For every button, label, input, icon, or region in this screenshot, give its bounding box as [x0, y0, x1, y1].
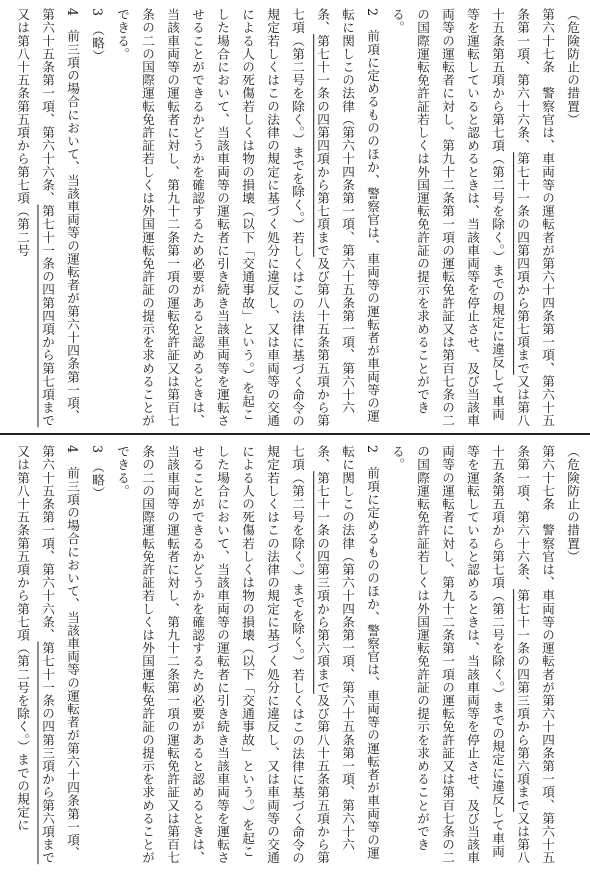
- paragraph-text: 警察官は、車両等の運転者が第六十四条第一項、第六十五条第一項、第六十六条、: [515, 445, 555, 865]
- paragraph-text: （略）: [90, 466, 105, 500]
- amended-phrase: 第七十一条の四第三項から第六項まで: [40, 641, 55, 865]
- amended-phrase: 第七十一条の四第四項から第七項まで: [515, 152, 530, 375]
- paragraph-text: 前項に定めるもののほか、警察官は、車両等の運転者が車両等の運転に関しこの法律（第六十四条第一項、第六十五条第一項、第六十六条、: [315, 445, 380, 860]
- amended-phrase: 第七十一条の四第四項から第七項まで: [315, 34, 330, 257]
- paragraph-1: [385, 445, 560, 865]
- article-number: 第六十七条: [540, 445, 555, 511]
- paragraph-number: 2: [365, 445, 380, 454]
- paragraph-number: 4: [65, 8, 80, 17]
- article-heading: （危険防止の措置）: [565, 8, 580, 126]
- section-divider: [0, 433, 590, 435]
- vertical-text-block: [10, 445, 580, 865]
- paragraph-number: 3: [90, 8, 105, 17]
- paragraph-text: 又は第八十五条第五項から第七項（第二号を除く。）までの規定に違反して車両等を運転していると認めるときは、当該車両等を停止させ、及び当該車両等の運転者に対し、第九十二条第一項の運転免許証又は第百七条の二の国際運転免許証若しくは外国運転免許証の提示を求めることができる。: [390, 445, 530, 865]
- vertical-text-block: [10, 8, 580, 428]
- paragraph-4: [10, 8, 85, 428]
- paragraph-text: 前三項の場合において、当該車両等の運転者が第六十四条第一項、第六十五条第一項、第六十六条、: [40, 8, 80, 423]
- paragraph-3: [85, 8, 110, 428]
- paragraph-text: 又は第八十五条第五項から第七項（第二号: [15, 8, 30, 257]
- article-heading: （危険防止の措置）: [565, 445, 580, 563]
- paragraph-number: 2: [365, 8, 380, 17]
- paragraph-text: 警察官は、車両等の運転者が第六十四条第一項、第六十五条第一項、第六十六条、: [515, 8, 555, 428]
- amended-phrase: 第七十一条の四第三項から第六項まで: [515, 589, 530, 812]
- amended-phrase: 第七十一条の四第四項から第七項まで: [40, 204, 55, 428]
- current-text-panel: [10, 445, 580, 865]
- paragraph-text: 又は第八十五条第五項から第七項（第二号を除く。）までの規定に: [15, 445, 30, 832]
- paragraph-4: [10, 445, 85, 865]
- paragraph-3: [85, 445, 110, 865]
- paragraph-text: 前項に定めるもののほか、警察官は、車両等の運転者が車両等の運転に関しこの法律（第六十四条第一項、第六十五条第一項、第六十六条、: [315, 8, 380, 423]
- paragraph-text: 及び第八十五条第五項から第七項（第二号を除く。）までを除く。）若しくはこの法律に基づく命令の規定若しくはこの法律の規定に基づく処分に違反し、又は車両等の交通による人の死傷若しくは物の損壊（以下「交通事故」という。）を起こした場合において、当該車両等の運転者に引き続き当該車両等を運転させることができるかどうかを確認するため必要があると認めるときは、当該車両等の運転者に対し、第九十二条第一項の運転免許証又は第百七条の二の国際運転免許証若しくは外国運転免許証の提示を求めることができる。: [115, 8, 330, 428]
- paragraph-text: 前三項の場合において、当該車両等の運転者が第六十四条第一項、第六十五条第一項、第六十六条、: [40, 445, 80, 860]
- paragraph-2: [110, 445, 385, 865]
- paragraph-text: （略）: [90, 29, 105, 63]
- amended-text-panel: [10, 8, 580, 428]
- paragraph-text: 又は第八十五条第五項から第七項（第二号を除く。）までの規定に違反して車両等を運転していると認めるときは、当該車両等を停止させ、及び当該車両等の運転者に対し、第九十二条第一項の運転免許証又は第百七条の二の国際運転免許証若しくは外国運転免許証の提示を求めることができる。: [390, 8, 530, 428]
- article-number: 第六十七条: [540, 8, 555, 74]
- paragraph-number: 4: [65, 445, 80, 454]
- paragraph-text: 及び第八十五条第五項から第七項（第二号を除く。）までを除く。）若しくはこの法律に基づく命令の規定若しくはこの法律の規定に基づく処分に違反し、又は車両等の交通による人の死傷若しくは物の損壊（以下「交通事故」という。）を起こした場合において、当該車両等の運転者に引き続き当該車両等を運転させることができるかどうかを確認するため必要があると認めるときは、当該車両等の運転者に対し、第九十二条第一項の運転免許証又は第百七条の二の国際運転免許証若しくは外国運転免許証の提示を求めることができる。: [115, 445, 330, 865]
- paragraph-2: [110, 8, 385, 428]
- amended-phrase: 第七十一条の四第三項から第六項まで: [315, 471, 330, 694]
- paragraph-1: [385, 8, 560, 428]
- paragraph-number: 3: [90, 445, 105, 454]
